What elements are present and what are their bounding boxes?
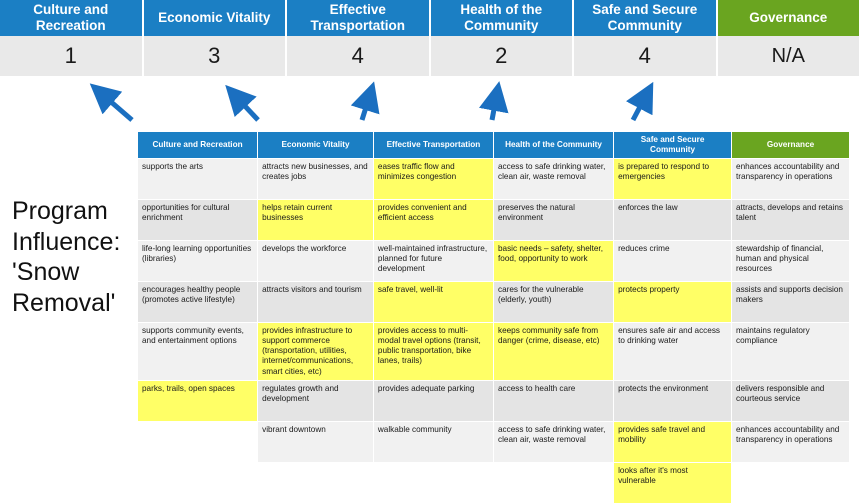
table-row [138,199,850,240]
caption-line-2: Influence: [12,227,142,258]
matrix-cell [373,462,493,503]
score-safe-and-secure-community: 4 [574,36,718,76]
score-row [0,36,859,76]
matrix-header-governance: Governance [732,132,850,159]
arrow-to-health-of-the-community [492,88,498,120]
pillar-header-safe-and-secure-community [574,0,718,36]
matrix-cell: helps retain current businesses [258,199,374,240]
score-row-divider [0,76,859,80]
matrix-header-culture-and-recreation: Culture and Recreation [138,132,258,159]
caption-line-3: 'Snow [12,257,142,288]
matrix-cell: attracts, develops and retains talent [732,199,850,240]
matrix-cell [138,462,258,503]
table-row [138,421,850,462]
pillar-header-strip [0,0,859,36]
matrix-cell: access to safe drinking water, clean air, waste removal [493,421,613,462]
pillar-header-label: Economic Vitality [158,10,270,26]
matrix-cell: provides convenient and efficient access [373,199,493,240]
matrix-cell [493,462,613,503]
pillar-criteria-matrix [137,131,850,504]
matrix-cell: parks, trails, open spaces [138,380,258,421]
pillar-header-label: Effective Transportation [291,2,425,33]
matrix-cell: keeps community safe from danger (crime, disease, etc) [493,322,613,380]
pillar-header-label: Culture and Recreation [4,2,138,33]
score-governance: N/A [718,36,859,76]
matrix-cell: encourages healthy people (promotes active lifestyle) [138,281,258,322]
matrix-cell: basic needs – safety, shelter, food, opportunity to work [493,240,613,281]
score-economic-vitality: 3 [144,36,288,76]
matrix-cell [258,462,374,503]
arrow-to-effective-transportation [362,88,372,120]
matrix-cell: maintains regulatory compliance [732,322,850,380]
matrix-cell: ensures safe air and access to drinking water [614,322,732,380]
matrix-header-safe-and-secure-community: Safe and Secure Community [614,132,732,159]
arrow-to-economic-vitality [230,90,258,120]
pillar-header-culture-and-recreation [0,0,144,36]
pillar-header-label: Health of the Community [435,2,569,33]
matrix-cell: delivers responsible and courteous service [732,380,850,421]
matrix-cell: looks after it's most vulnerable [614,462,732,503]
matrix-cell: protects property [614,281,732,322]
matrix-header-effective-transportation: Effective Transportation [373,132,493,159]
table-row [138,281,850,322]
matrix-cell: is prepared to respond to emergencies [614,158,732,199]
matrix-cell: provides infrastructure to support commerce (transportation, utilities, internet/communications, smart cities, etc) [258,322,374,380]
matrix-cell: provides safe travel and mobility [614,421,732,462]
table-row [138,322,850,380]
arrow-to-safe-and-secure-community [633,88,650,120]
matrix-cell: assists and supports decision makers [732,281,850,322]
matrix-cell: eases traffic flow and minimizes congestion [373,158,493,199]
pillar-header-label: Safe and Secure Community [578,2,712,33]
matrix-cell: develops the workforce [258,240,374,281]
matrix-cell: provides adequate parking [373,380,493,421]
caption-line-1: Program [12,196,142,227]
pillar-header-label: Governance [749,10,827,26]
matrix-cell: well-maintained infrastructure, planned for future development [373,240,493,281]
matrix-cell: enhances accountability and transparency in operations [732,421,850,462]
matrix-cell: safe travel, well-lit [373,281,493,322]
table-row [138,380,850,421]
matrix-cell: regulates growth and development [258,380,374,421]
matrix-cell: walkable community [373,421,493,462]
matrix-cell: opportunities for cultural enrichment [138,199,258,240]
matrix-cell: attracts visitors and tourism [258,281,374,322]
matrix-cell: enforces the law [614,199,732,240]
score-culture-and-recreation: 1 [0,36,144,76]
table-row [138,462,850,503]
matrix-cell: life-long learning opportunities (libraries) [138,240,258,281]
table-row [138,240,850,281]
pillar-header-health-of-the-community [431,0,575,36]
matrix-cell: supports the arts [138,158,258,199]
matrix-cell: preserves the natural environment [493,199,613,240]
matrix-cell: cares for the vulnerable (elderly, youth) [493,281,613,322]
matrix-header-economic-vitality: Economic Vitality [258,132,374,159]
arrow-group [0,76,859,132]
matrix-body [138,158,850,503]
matrix-cell: supports community events, and entertainment options [138,322,258,380]
matrix-cell: access to safe drinking water, clean air, waste removal [493,158,613,199]
matrix-header-health-of-the-community: Health of the Community [493,132,613,159]
matrix-cell: provides access to multi-modal travel options (transit, public transportation, bike lanes, trails) [373,322,493,380]
pillar-header-economic-vitality [144,0,288,36]
pillar-header-effective-transportation [287,0,431,36]
arrow-to-culture-and-recreation [95,88,132,120]
matrix-cell: vibrant downtown [258,421,374,462]
matrix-header-row [138,132,850,159]
score-health-of-the-community: 2 [431,36,575,76]
matrix-cell: protects the environment [614,380,732,421]
matrix-cell: stewardship of financial, human and physical resources [732,240,850,281]
caption-line-4: Removal' [12,288,142,319]
pillar-header-governance [718,0,859,36]
matrix-cell: enhances accountability and transparency in operations [732,158,850,199]
matrix-cell: reduces crime [614,240,732,281]
program-influence-caption [12,196,142,318]
matrix-cell [138,421,258,462]
table-row [138,158,850,199]
matrix-cell [732,462,850,503]
score-effective-transportation: 4 [287,36,431,76]
matrix-cell: access to health care [493,380,613,421]
matrix-cell: attracts new businesses, and creates jobs [258,158,374,199]
